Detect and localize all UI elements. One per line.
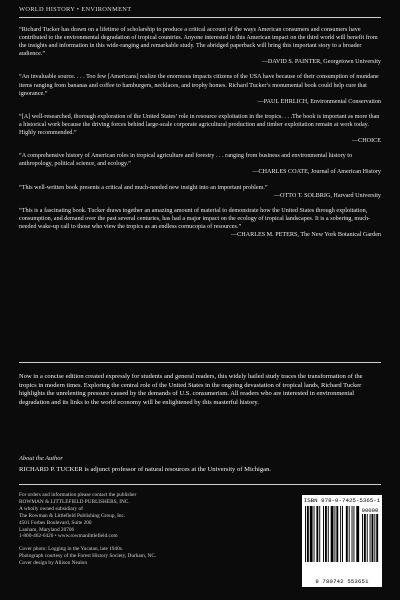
barcode-bar [307, 506, 309, 562]
review-quote [19, 26, 381, 66]
price-code: 90000 [361, 507, 379, 514]
review-quote [19, 207, 381, 239]
review-quote [19, 113, 381, 145]
quote-text: “A comprehensive history of American roles in tropical agriculture and forestry . . . ranging from business and environmental history to anthropology, political science, and ecology.” [19, 153, 353, 168]
barcode-bar [346, 506, 348, 562]
isbn-barcode [302, 495, 382, 587]
review-quotes [19, 26, 381, 246]
middle-divider [19, 362, 381, 363]
barcode-bar [314, 506, 315, 562]
barcode-bar [352, 506, 353, 562]
isbn-text: ISBN 978-0-7425-5365-1 [303, 497, 381, 504]
quote-text: “This is a fascinating book. Tucker draws together an amazing amount of material to demonstrate how the United States through exploitation, consumption, and demand over the past several centuries, has had a major impact on the ecology of tropical landscapes. It is a sobering, much-needed wake-up call to those who view the tropics as an endless cornucopia of resources.” [19, 207, 371, 230]
quote-text: “This well-written book presents a critical and much-needed new insight into an important problem.” [19, 184, 268, 191]
addon-bar [370, 514, 371, 562]
addon-bar [374, 514, 375, 562]
barcode-bar [325, 506, 327, 562]
quote-attribution: —CHARLES M. PETERS, The New York Botanical Garden [231, 231, 381, 238]
addon-bar [376, 514, 378, 562]
review-quote [19, 152, 381, 176]
addon-bar [372, 514, 374, 562]
review-quote [19, 184, 381, 200]
quote-attribution: —DAVID S. PAINTER, Georgetown University [261, 59, 381, 66]
top-divider [19, 17, 381, 18]
barcode-bar [319, 506, 320, 562]
quote-text: “[A] well-researched, thorough exploration of the United States’ role in resource exploitation in the tropics. . . .The book is important as more than a historical work because the driving forces behind large-scale corporate agricultural production and timber exploitation remain at work today. Highly recommended.” [19, 113, 380, 137]
publisher-line: Lanham, Maryland 20706 [19, 526, 75, 533]
barcode-bar [305, 506, 306, 562]
publisher-line: 4501 Forbes Boulevard, Suite 200 [19, 519, 92, 526]
quote-attribution: —PAUL EHRLICH, Environmental Conservation [257, 98, 381, 105]
cover-credit-line: Cover design by Allison Nealon [19, 560, 87, 567]
lower-divider [19, 484, 381, 485]
barcode-bar [323, 506, 324, 562]
publisher-line: A wholly owned subsidiary of [19, 505, 83, 512]
publisher-line: 1-800-462-6420 • www.rowmanlittlefield.com [19, 533, 118, 540]
barcode-bar [336, 506, 338, 562]
cover-credit-line: Cover photo: Logging in the Yucatan, late 1940s. [19, 546, 124, 553]
publisher-info [19, 492, 249, 567]
barcode-bars [305, 506, 379, 568]
about-author-text: RICHARD P. TUCKER is adjunct professor of natural resources at the University of Michigan. [19, 466, 272, 473]
barcode-bar [356, 506, 359, 562]
quote-text: “An invaluable source. . . . Too few [Americans] realize the enormous impacts citizens of the USA have because of their consumption of mundane items ranging from bananas and coffee to hamburgers, necklaces, and trophy homes. Richard Tucker’s monumental book could help cure that ignorance.” [19, 74, 379, 97]
barcode-bar [316, 506, 318, 562]
barcode-bar [349, 506, 350, 562]
publisher-line: ROWMAN & LITTLEFIELD PUBLISHERS, INC. [19, 498, 130, 505]
quote-attribution: —CHARLES COATE, Journal of American History [252, 169, 381, 176]
addon-bar [362, 514, 363, 562]
barcode-bar [334, 506, 335, 562]
quote-attribution: —CHOICE [352, 138, 381, 145]
publisher-line: The Rowman & Littlefield Publishing Group, Inc. [19, 512, 126, 519]
barcode-digits: 9 780742 553651 [315, 578, 369, 585]
book-description: Now in a concise edition created expressly for students and general readers, this widely hailed study traces the transformation of the tropics in modern times. Exploring the central role of the United States in the ongoing devastation of tropical lands, Richard Tucker highlights the unrelenting pressure caused by the demands of U.S. consumerism. All readers who are interested in environmental degradation and its links to the world economy will be enlightened by this masterful history. [19, 373, 363, 407]
quote-text: “Richard Tucker has drawn on a lifetime of scholarship to produce a critical account of the ways American consumers and consumers have contributed to the environmental degradation of tropical countries. Anyone interested in this American impact on the third world will benefit from the insights and information in this wide-ranging and remarkable study. The abridged paperback will bring this important story to a broader audience.” [19, 27, 378, 58]
addon-bar [364, 514, 366, 562]
quote-attribution: —OTTO T. SOLBRIG, Harvard University [273, 192, 381, 199]
review-quote [19, 73, 381, 105]
addon-bar [367, 514, 368, 562]
barcode-bar [328, 506, 329, 562]
barcode-bar [353, 506, 354, 562]
barcode-bar [310, 506, 313, 562]
barcode-bar [342, 506, 343, 562]
cover-credit-line: Photograph courtesy of the Forest History Society, Durham, NC. [19, 553, 157, 560]
barcode-bar [331, 506, 334, 562]
barcode-bar [340, 506, 341, 562]
publisher-line: For orders and information please contact the publisher [19, 492, 137, 498]
category-label: WORLD HISTORY • ENVIRONMENT [19, 6, 132, 13]
about-author-heading: About the Author [19, 455, 63, 462]
